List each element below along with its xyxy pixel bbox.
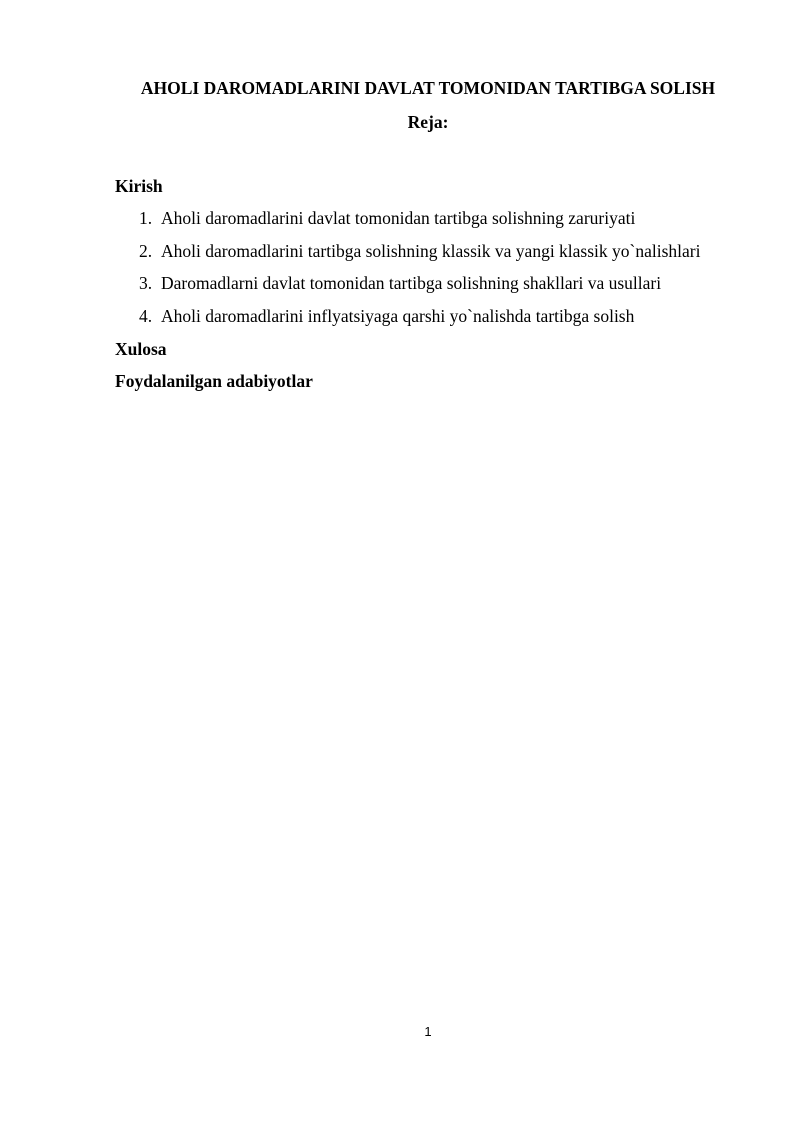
plan-item-text: Aholi daromadlarini tartibga solishning klassik va yangi klassik yo`nalishlari bbox=[161, 240, 701, 261]
plan-list bbox=[115, 206, 701, 336]
plan-item bbox=[115, 239, 701, 272]
intro-label: Kirish bbox=[115, 176, 163, 196]
plan-item-text: Aholi daromadlarini inflyatsiyaga qarshi yo`nalishda tartibga solish bbox=[161, 305, 635, 326]
plan-item-number: 1. bbox=[139, 208, 153, 228]
page-number: 1 bbox=[424, 1024, 432, 1039]
plan-item-number: 2. bbox=[139, 240, 153, 261]
plan-item-text: Daromadlarni davlat tomonidan tartibga solishning shakllari va usullari bbox=[161, 273, 662, 293]
plan-heading: Reja: bbox=[407, 112, 449, 132]
references-label: Foydalanilgan adabiyotlar bbox=[115, 371, 313, 391]
document-title: AHOLI DAROMADLARINI DAVLAT TOMONIDAN TARTIBGA SOLISH bbox=[140, 78, 716, 98]
plan-item bbox=[115, 206, 701, 239]
plan-item-text: Aholi daromadlarini davlat tomonidan tartibga solishning zaruriyati bbox=[161, 208, 636, 228]
plan-item-number: 4. bbox=[139, 305, 153, 326]
plan-item bbox=[115, 304, 701, 337]
plan-item-number: 3. bbox=[139, 273, 153, 293]
conclusion-label: Xulosa bbox=[115, 339, 167, 359]
plan-item bbox=[115, 271, 701, 304]
